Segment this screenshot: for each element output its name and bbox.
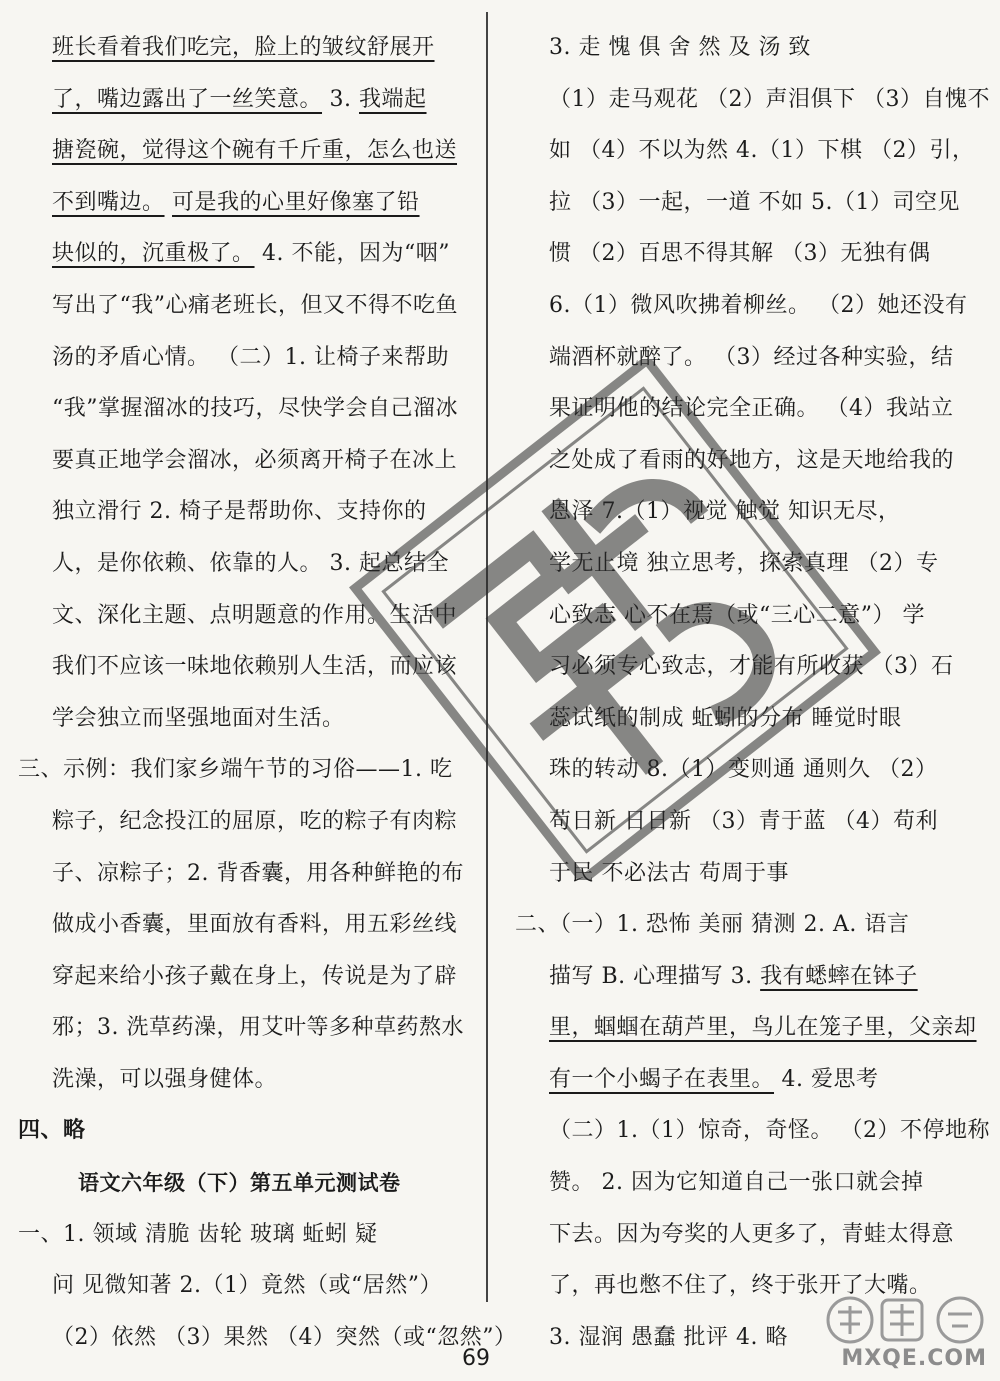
text-line — [515, 383, 954, 435]
text-line — [515, 1105, 990, 1157]
text-line — [515, 435, 955, 487]
line-text: 描写 B. 心理描写 3. — [549, 963, 761, 989]
watermark-logo-icon — [820, 1290, 995, 1350]
text-line — [18, 486, 458, 538]
line-text: 子、凉粽子；2. 背香囊，用各种鲜艳的布 — [52, 860, 464, 886]
line-text: 端酒杯就醉了。 （3）经过各种实验，结 — [549, 344, 954, 370]
line-text-rest: 4. 不能，因为“咽” — [254, 241, 450, 267]
line-text: （二）1.（1）惊奇，奇怪。 （2）不停地称 — [549, 1118, 990, 1144]
line-text: 一、1. 领域 清脆 齿轮 玻璃 蚯蚓 疑 — [18, 1221, 378, 1247]
text-line — [515, 280, 968, 332]
line-text: 苟日新 日日新 （3）青于蓝 （4）苟利 — [549, 808, 938, 834]
text-line — [18, 796, 458, 848]
line-text: 之处成了看雨的好地方，这是天地给我的 — [549, 447, 955, 473]
text-line — [515, 899, 945, 951]
text-line — [515, 74, 990, 126]
text-line — [18, 744, 458, 796]
line-text: （1）走马观花 （2）声泪俱下 （3）自愧不 — [549, 86, 990, 112]
line-text: （2）依然 （3）果然 （4）突然（或“忽然”） — [52, 1324, 517, 1350]
text-line — [18, 22, 458, 74]
column-divider — [486, 12, 488, 1302]
text-line — [18, 1054, 458, 1106]
line-text: 拉 （3）一起，一道 不如 5.（1）司空见 — [549, 189, 960, 215]
watermark-text: MXQE.COM — [841, 1346, 987, 1371]
line-text: 人，是你依赖、依靠的人。 3. 起总结全 — [52, 550, 449, 576]
line-text: “我”掌握溜冰的技巧，尽快学会自己溜冰 — [52, 396, 458, 422]
line-text: 四、略 — [18, 1117, 86, 1144]
line-text: 了，嘴边露出了一丝笑意。 — [52, 86, 323, 112]
text-line — [515, 951, 945, 1003]
line-text: 不到嘴边。 — [52, 189, 165, 215]
line-text: 粽子，纪念投江的屈原，吃的粽子有肉粽 — [52, 808, 458, 834]
line-text: 里，蝈蝈在葫芦里，鸟儿在笼子里，父亲却 — [549, 1015, 977, 1041]
text-line — [18, 693, 458, 745]
text-line — [515, 1054, 945, 1106]
text-line — [515, 332, 954, 384]
text-line — [515, 641, 954, 693]
line-text: 赞。 2. 因为它知道自己一张口就会掉 — [549, 1170, 924, 1196]
text-line — [515, 22, 945, 74]
text-line — [515, 848, 945, 900]
line-text: 学无止境 独立思考，探索真理 （2）专 — [549, 550, 939, 576]
line-text: 惯 （2）百思不得其解 （3）无独有偶 — [549, 241, 931, 267]
line-text: 习必须专心致志，才能有所收获 （3）石 — [549, 654, 954, 680]
line-text: 了，再也憋不住了，终于张开了大嘴。 — [549, 1273, 932, 1299]
text-line — [515, 228, 945, 280]
line-text-underlined: 我有蟋蟀在钵子 — [760, 963, 918, 989]
text-line — [515, 590, 945, 642]
line-text: 洗澡，可以强身健体。 — [52, 1066, 278, 1092]
text-line — [18, 74, 458, 126]
text-line — [18, 1260, 458, 1312]
line-text: 三、示例：我们家乡端午节的习俗——1. 吃 — [18, 757, 453, 783]
line-text: 蕊试纸的制成 蚯蚓的分布 睡觉时眼 — [549, 705, 902, 731]
text-line — [18, 383, 458, 435]
text-line — [18, 1209, 458, 1261]
text-line — [18, 590, 458, 642]
text-line — [18, 435, 458, 487]
text-line — [515, 1157, 945, 1209]
line-text-rest: 4. 爱思考 — [774, 1066, 879, 1092]
text-line — [18, 641, 458, 693]
line-text: 二、（一）1. 恐怖 美丽 猜测 2. A. 语言 — [515, 912, 910, 938]
line-text: 班长看着我们吃完，脸上的皱纹舒展开 — [52, 35, 435, 60]
line-text: 文、深化主题、点明题意的作用。生活中 — [52, 602, 458, 628]
text-line — [515, 1209, 955, 1261]
text-line — [515, 796, 945, 848]
line-text: 做成小香囊，里面放有香料，用五彩丝线 — [52, 912, 458, 938]
line-text-underlined: 我端起 — [359, 86, 427, 112]
line-text: 果证明他的结论完全正确。 （4）我站立 — [549, 396, 954, 422]
page-number: 69 — [462, 1346, 490, 1371]
line-text: 块似的，沉重极了。 — [52, 241, 255, 267]
text-line — [515, 486, 945, 538]
text-line — [515, 1002, 977, 1054]
line-text-underlined: 可是我的心里好像塞了铅 — [172, 189, 420, 215]
watermark — [820, 1290, 995, 1375]
text-line — [18, 538, 458, 590]
text-line — [18, 1105, 458, 1157]
text-line — [18, 177, 458, 229]
text-line — [515, 538, 945, 590]
line-text: 3. 湿润 愚蠢 批评 4. 略 — [549, 1324, 788, 1350]
line-text: 学会独立而坚强地面对生活。 — [52, 705, 345, 731]
line-text: 心致志 心不在焉（或“三心二意”） 学 — [549, 602, 925, 628]
line-text: 邪；3. 洗草药澡，用艾叶等多种草药熬水 — [52, 1015, 464, 1041]
text-line — [18, 332, 458, 384]
line-text-rest: 3. — [322, 86, 359, 112]
text-line — [515, 693, 945, 745]
text-line — [18, 951, 458, 1003]
line-text: 语文六年级（下）第五单元测试卷 — [78, 1170, 401, 1196]
text-line — [18, 228, 458, 280]
line-text: 搪瓷碗，觉得这个碗有千斤重，怎么也送 — [52, 138, 458, 164]
line-text: 问 见微知著 2.（1）竟然（或“居然”） — [52, 1273, 442, 1299]
line-text: 6.（1）微风吹拂着柳丝。 （2）她还没有 — [549, 292, 968, 318]
line-text: 于民 不必法古 苟周于事 — [549, 860, 789, 886]
line-text-rest — [165, 190, 173, 215]
text-line — [18, 1157, 458, 1209]
line-text: 有一个小蝎子在表里。 — [549, 1066, 775, 1092]
line-text: 3. 走 愧 俱 舍 然 及 汤 致 — [549, 35, 811, 60]
line-text: 要真正地学会溜冰，必须离开椅子在冰上 — [52, 447, 458, 473]
line-text: 我们不应该一味地依赖别人生活，而应该 — [52, 654, 458, 680]
line-text: 如 （4）不以为然 4.（1）下棋 （2）引， — [549, 138, 975, 164]
text-line — [515, 744, 945, 796]
line-text: 恩泽 7.（1）视觉 触觉 知识无尽， — [549, 499, 901, 525]
line-text: 下去。因为夸奖的人更多了，青蛙太得意 — [549, 1221, 955, 1247]
text-line — [18, 125, 458, 177]
text-line — [18, 280, 458, 332]
line-text: 独立滑行 2. 椅子是帮助你、支持你的 — [52, 499, 427, 525]
line-text: 写出了“我”心痛老班长，但又不得不吃鱼 — [52, 292, 458, 318]
text-line — [18, 848, 464, 900]
text-line — [18, 1002, 464, 1054]
text-line — [515, 177, 960, 229]
line-text: 汤的矛盾心情。 （二）1. 让椅子来帮助 — [52, 344, 449, 370]
line-text: 穿起来给小孩子戴在身上，传说是为了辟 — [52, 963, 458, 989]
text-line — [515, 125, 975, 177]
line-text: 珠的转动 8.（1）变则通 通则久 （2） — [549, 757, 938, 783]
text-line — [18, 899, 458, 951]
